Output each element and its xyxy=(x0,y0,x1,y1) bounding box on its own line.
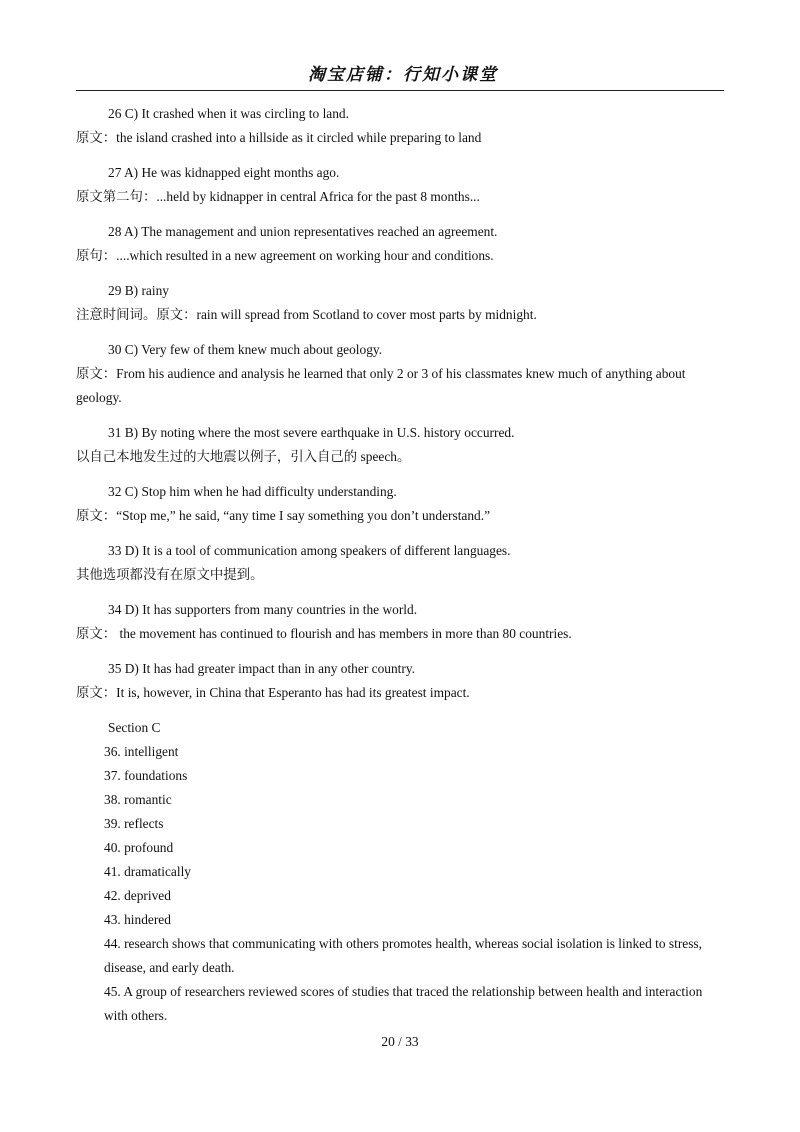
section-c-list xyxy=(76,740,724,1028)
answer-block-34 xyxy=(76,598,724,646)
answer-note: 原文：“Stop me,” he said, “any time I say something you don’t understand.” xyxy=(76,508,491,523)
answer-note: 原文：From his audience and analysis he learned that only 2 or 3 of his classmates knew much of anything about geology. xyxy=(76,366,686,405)
answer-line: 34 D) It has supporters from many countries in the world. xyxy=(108,602,418,617)
answer-note: 原句：....which resulted in a new agreement on working hour and conditions. xyxy=(76,248,494,263)
answer-line: 28 A) The management and union representatives reached an agreement. xyxy=(108,224,498,239)
answer-line: 35 D) It has had greater impact than in any other country. xyxy=(108,661,416,676)
answer-block-32 xyxy=(76,480,724,528)
answer-line: 27 A) He was kidnapped eight months ago. xyxy=(108,165,340,180)
header-rule xyxy=(76,90,724,91)
list-item: 36. intelligent xyxy=(104,744,179,759)
answer-block-35 xyxy=(76,657,724,705)
page-content xyxy=(76,102,724,1028)
section-c-title: Section C xyxy=(108,720,161,735)
answer-line: 30 C) Very few of them knew much about geology. xyxy=(108,342,383,357)
list-item: 42. deprived xyxy=(104,888,171,903)
list-item: 40. profound xyxy=(104,840,174,855)
answer-block-27 xyxy=(76,161,724,209)
answer-block-30 xyxy=(76,338,724,410)
page-number: 20 / 33 xyxy=(381,1034,419,1049)
answer-note: 原文：It is, however, in China that Esperanto has had its greatest impact. xyxy=(76,685,470,700)
list-item: 45. A group of researchers reviewed scores of studies that traced the relationship between health and interaction with others. xyxy=(104,984,703,1023)
answer-block-33 xyxy=(76,539,724,587)
answer-line: 29 B) rainy xyxy=(108,283,169,298)
list-item: 43. hindered xyxy=(104,912,171,927)
answer-line: 33 D) It is a tool of communication among speakers of different languages. xyxy=(108,543,511,558)
answer-line: 31 B) By noting where the most severe earthquake in U.S. history occurred. xyxy=(108,425,515,440)
list-item: 39. reflects xyxy=(104,816,164,831)
list-item: 41. dramatically xyxy=(104,864,192,879)
answer-block-26 xyxy=(76,102,724,150)
answer-line: 26 C) It crashed when it was circling to land. xyxy=(108,106,349,121)
list-item: 37. foundations xyxy=(104,768,188,783)
answer-note: 注意时间词。原文：rain will spread from Scotland to cover most parts by midnight. xyxy=(76,307,537,322)
answer-note: 原文第二句：...held by kidnapper in central Africa for the past 8 months... xyxy=(76,189,480,204)
list-item: 38. romantic xyxy=(104,792,172,807)
page-header xyxy=(76,60,724,85)
answer-block-31 xyxy=(76,421,724,469)
answer-note: 其他选项都没有在原文中提到。 xyxy=(76,567,264,582)
answer-note: 原文： the movement has continued to flourish and has members in more than 80 countries. xyxy=(76,626,572,641)
answer-block-28 xyxy=(76,220,724,268)
answer-note: 以自己本地发生过的大地震以例子，引入自己的 speech。 xyxy=(76,449,411,464)
answer-line: 32 C) Stop him when he had difficulty understanding. xyxy=(108,484,397,499)
answer-block-29 xyxy=(76,279,724,327)
header-title: 淘宝店铺：行知小课堂 xyxy=(308,65,498,85)
list-item: 44. research shows that communicating with others promotes health, whereas social isolation is linked to stress, disease, and early death. xyxy=(104,936,702,975)
answer-note: 原文：the island crashed into a hillside as it circled while preparing to land xyxy=(76,130,482,145)
